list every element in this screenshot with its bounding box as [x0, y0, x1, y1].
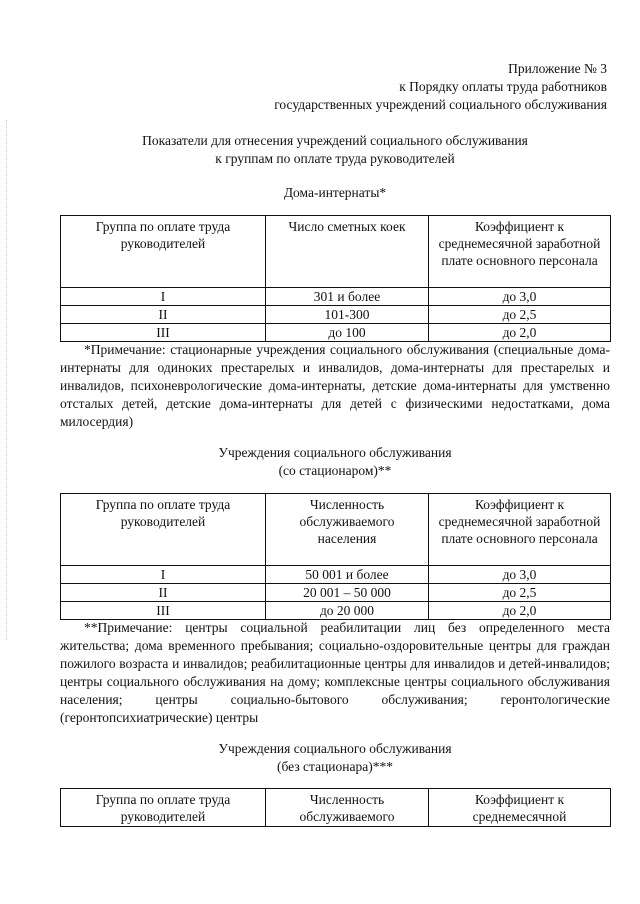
table-with-inpatient [60, 493, 611, 620]
table-header-row [61, 789, 611, 827]
header-group: Группа по оплате труда руководителей [61, 216, 266, 288]
table-boarding-homes [60, 215, 611, 342]
header-coefficient: Коэффициент к среднемесячной заработной плате основного персонала [429, 494, 611, 566]
section-heading-1: Дома-интернаты* [283, 185, 387, 200]
section-heading-3: Учреждения социального обслуживания (без стационара)*** [218, 741, 452, 774]
header-group: Группа по оплате труда руководителей [61, 789, 266, 827]
note-with-inpatient: **Примечание: центры социальной реабилитации лиц без определенного места жительства; дома временного пребывания; социально-оздоровительные центры для граждан пожилого возраста и инвалидов; реабилитационные центры для инвалидов и детей-инвалидов; центры социального обслуживания на дому; комплексные центры социального обслуживания населения; центры социально-бытового обслуживания; геронтологические (геронтопсихиатрические) центры [60, 620, 610, 725]
header-beds: Число сметных коек [266, 216, 429, 288]
appendix-institutions: государственных учреждений социального обслуживания [274, 97, 607, 112]
section-heading-2: Учреждения социального обслуживания (со стационаром)** [218, 445, 452, 478]
scan-edge-dots [6, 120, 7, 640]
note-boarding-homes: *Примечание: стационарные учреждения социального обслуживания (специальные дома-интернаты для одиноких престарелых и инвалидов, дома-интернаты для престарелых и инвалидов, психоневрологические дома-интернаты, детские дома-интернаты для умственно отсталых детей, детские дома-интернаты для детей с физическими недостатками, дома милосердия) [60, 342, 610, 429]
header-group: Группа по оплате труда руководителей [61, 494, 266, 566]
header-population: Численность обслуживаемого населения [266, 494, 429, 566]
appendix-reference: к Порядку оплаты труда работников [399, 79, 607, 94]
table-without-inpatient [60, 788, 611, 827]
header-population: Численность обслуживаемого [266, 789, 429, 827]
table-row: I 50 001 и более до 3,0 [61, 566, 611, 584]
appendix-number: Приложение № 3 [508, 61, 607, 76]
header-coefficient: Коэффициент к среднемесячной [429, 789, 611, 827]
table-row: II 101-300 до 2,5 [61, 306, 611, 324]
table-header-row [61, 216, 611, 288]
header-coefficient: Коэффициент к среднемесячной заработной плате основного персонала [429, 216, 611, 288]
table-row: III до 20 000 до 2,0 [61, 602, 611, 620]
table-row: III до 100 до 2,0 [61, 324, 611, 342]
document-title: Показатели для отнесения учреждений социального обслуживания к группам по оплате труда руководителей [142, 133, 528, 166]
table-row: II 20 001 – 50 000 до 2,5 [61, 584, 611, 602]
table-header-row [61, 494, 611, 566]
table-row: I 301 и более до 3,0 [61, 288, 611, 306]
appendix-block [274, 60, 607, 114]
